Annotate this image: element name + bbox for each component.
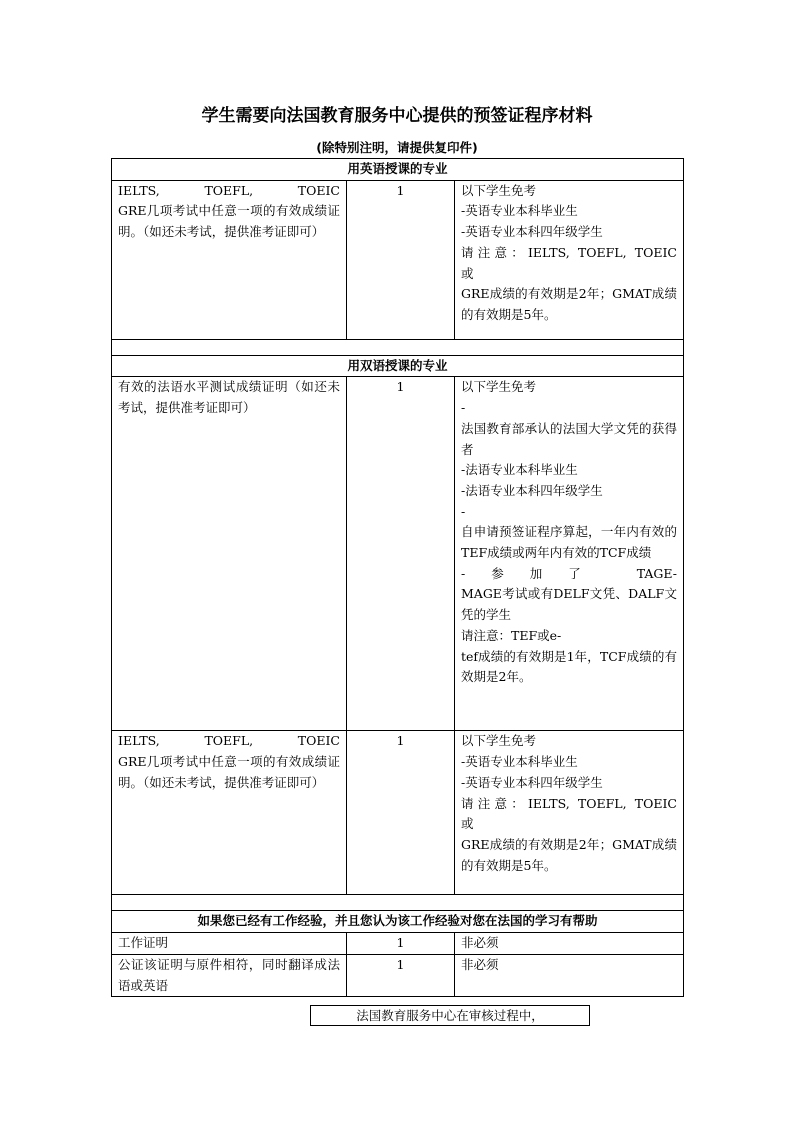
- note-cell: 非必须: [455, 954, 684, 996]
- note-line: 请注意：TEF或e-: [461, 627, 562, 643]
- table-row: [112, 731, 684, 895]
- page-subtitle: (除特别注明，请提供复印件): [316, 140, 478, 155]
- note-line: tef成绩的有效期是1年，TCF成绩的有效期是2年。: [461, 648, 677, 685]
- materials-table: [111, 158, 684, 997]
- note-line: -英语专业本科四年级学生: [461, 774, 603, 790]
- section-header-row: [112, 159, 684, 181]
- note-line: 请注意：IELTS, TOEFL, TOEIC: [461, 244, 677, 260]
- note-line: -英语专业本科毕业生: [461, 203, 578, 219]
- note-line: 以下学生免考: [461, 182, 537, 198]
- table-row: [112, 377, 684, 731]
- note-line: GRE成绩的有效期是2年；GMAT成绩的有效期是5年。: [461, 836, 677, 873]
- document-cell: 公证该证明与原件相符，同时翻译成法语或英语: [112, 954, 347, 996]
- count-cell: 1: [347, 933, 455, 955]
- document-cell: [112, 731, 347, 895]
- table-row: [112, 180, 684, 339]
- note-cell: 非必须: [455, 933, 684, 955]
- section-header-row: [112, 911, 684, 933]
- section-header-work: 如果您已经有工作经验，并且您认为该工作经验对您在法国的学习有帮助: [112, 911, 684, 933]
- note-line: -参加了 TAGE-: [461, 565, 677, 581]
- document-cell: 有效的法语水平测试成绩证明（如还未考试，提供准考证即可）: [112, 377, 347, 731]
- section-header-english: 用英语授课的专业: [112, 159, 684, 181]
- note-cell: [455, 180, 684, 339]
- count-cell: 1: [347, 731, 455, 895]
- count-cell: 1: [347, 180, 455, 339]
- note-line: -: [461, 503, 466, 519]
- count-cell: 1: [347, 377, 455, 731]
- note-line: 请注意：IELTS, TOEFL, TOEIC: [461, 795, 677, 811]
- note-line: 自申请预签证程序算起，一年内有效的TEF成绩或两年内有效的TCF成绩: [461, 524, 677, 561]
- note-line: 以下学生免考: [461, 733, 537, 749]
- doc-text: GRE几项考试中任意一项的有效成绩证明。（如还未考试，提供准考证即可）: [118, 203, 340, 240]
- footer-note: 法国教育服务中心在审核过程中，: [310, 1005, 590, 1026]
- page-title: 学生需要向法国教育服务中心提供的预签证程序材料: [201, 106, 593, 126]
- spacer-row: [112, 339, 684, 355]
- doc-text: GRE几项考试中任意一项的有效成绩证明。（如还未考试，提供准考证即可）: [118, 754, 340, 790]
- note-line: GRE成绩的有效期是2年；GMAT成绩的有效期是5年。: [461, 286, 677, 322]
- note-cell: [455, 731, 684, 895]
- note-line: 或: [461, 265, 474, 281]
- table-row: [112, 933, 684, 955]
- note-line: 以下学生免考: [461, 379, 537, 395]
- section-header-bilingual: 用双语授课的专业: [112, 355, 684, 377]
- table-row: [112, 954, 684, 996]
- document-cell: [112, 180, 347, 339]
- section-header-row: [112, 355, 684, 377]
- doc-line: IELTS, TOEFL, TOEIC: [118, 733, 340, 749]
- note-cell: [455, 377, 684, 731]
- note-line: MAGE考试或有DELF文凭、DALF文凭的学生: [461, 586, 677, 623]
- note-line: -英语专业本科毕业生: [461, 754, 578, 770]
- note-line: 法国教育部承认的法国大学文凭的获得者: [461, 420, 677, 457]
- note-line: -英语专业本科四年级学生: [461, 224, 603, 240]
- note-line: -: [461, 400, 466, 416]
- note-line: 或: [461, 816, 474, 832]
- document-cell: 工作证明: [112, 933, 347, 955]
- note-line: -法语专业本科四年级学生: [461, 482, 603, 498]
- spacer-row: [112, 895, 684, 911]
- note-line: -法语专业本科毕业生: [461, 462, 578, 478]
- doc-line: IELTS, TOEFL, TOEIC: [118, 182, 340, 198]
- count-cell: 1: [347, 954, 455, 996]
